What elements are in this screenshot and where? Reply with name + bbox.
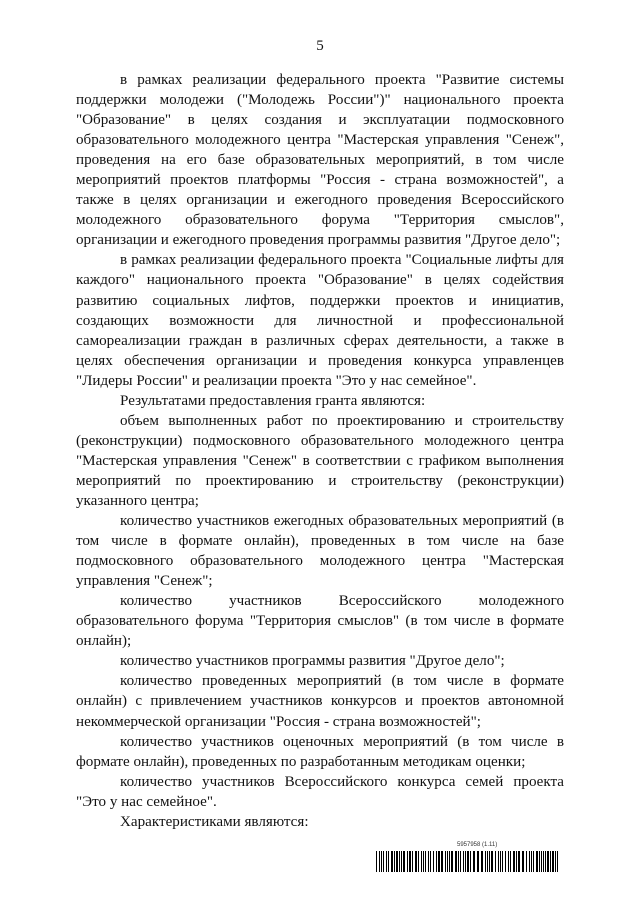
paragraph: объем выполненных работ по проектированию и строительству (реконструкции) подмосковного образовательного молодежного центра "Мастерская управления "Сенеж" в соответствии с графиком выполнения мероприятий по проектированию и строительству (реконструкции) указанного центра; <box>76 412 564 509</box>
paragraph: количество участников оценочных мероприятий (в том числе в формате онлайн), проведенных по разработанным методикам оценки; <box>76 733 564 770</box>
page-number: 5 <box>316 38 324 54</box>
document-code: 5957958 (1.11) <box>457 842 498 848</box>
paragraph: в рамках реализации федерального проекта "Развитие системы поддержки молодежи ("Молодежь России")" национального проекта "Образование" в целях создания и эксплуатации подмосковного образовательного молодежного центра "Мастерская управления "Сенеж", проведения на его базе образовательных мероприятий, в том числе мероприятий проектов платформы "Россия - страна возможностей", а также в целях организации и ежегодного проведения Всероссийского молодежного образовательного форума "Территория смыслов", организации и ежегодного проведения программы развития "Другое дело"; <box>76 72 564 249</box>
paragraph: количество участников ежегодных образовательных мероприятий (в том числе в формате онлайн), проведенных в том числе на базе подмосковного образовательного молодежного центра "Мастерская управления "Сенеж"; <box>76 513 564 590</box>
paragraph: количество участников программы развития "Другое дело"; <box>120 653 505 670</box>
barcode-image <box>376 851 559 872</box>
paragraph: Характеристиками являются: <box>120 813 309 830</box>
paragraph: количество участников Всероссийского конкурса семей проекта "Это у нас семейное". <box>76 773 564 810</box>
document-body <box>76 70 564 832</box>
paragraph: Результатами предоставления гранта являются: <box>120 392 426 409</box>
paragraph: количество проведенных мероприятий (в том числе в формате онлайн) с привлечением участников конкурсов и проектов автономной некоммерческой организации "Россия - страна возможностей"; <box>76 673 564 730</box>
paragraph: в рамках реализации федерального проекта "Социальные лифты для каждого" национального проекта "Образование" в целях содействия развитию социальных лифтов, поддержки проектов и инициатив, создающих возможности для личностной и профессиональной самореализации граждан в различных сферах деятельности, а также в целях обеспечения организации и проведения конкурса управленцев "Лидеры России" и реализации проекта "Это у нас семейное". <box>76 252 564 389</box>
paragraph: количество участников Всероссийского молодежного образовательного форума "Территория смыслов" (в том числе в формате онлайн); <box>76 593 564 650</box>
